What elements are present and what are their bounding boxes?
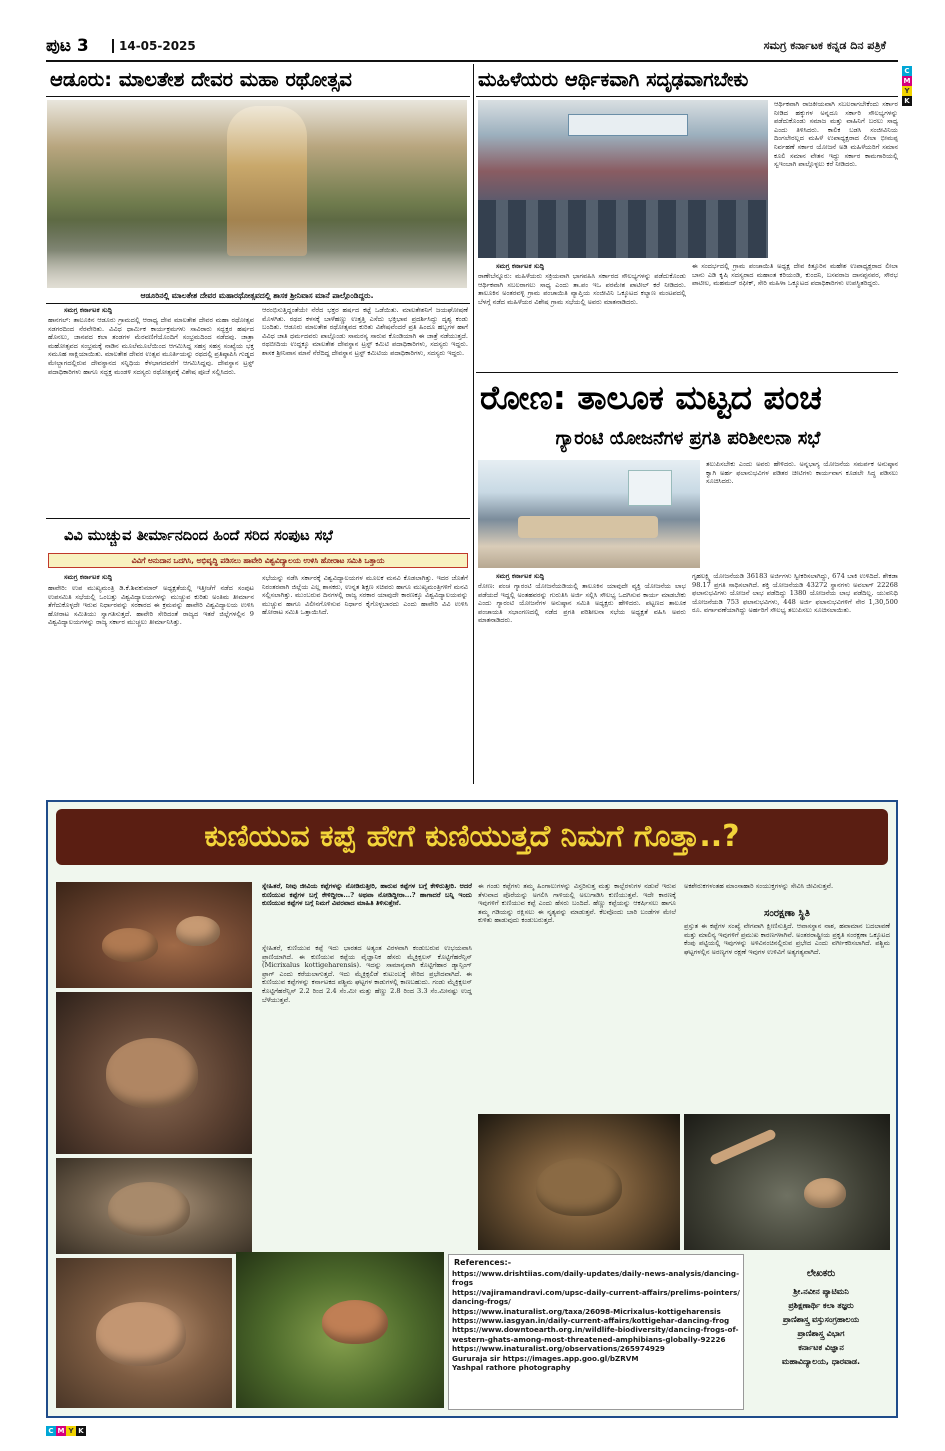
feature-col1: ಸ್ನೇಹಿತರೆ, ಕುಣಿಯುವ ಕಪ್ಪೆ ಇದು ಭಾರತದ ಅತ್ಯಂತ ವಿರಳವಾಗಿ ಕಂಡುಬರುವ ಉಭಯವಾಸಿ ಪ್ರಾಣಿಯಾಗಿದೆ. ಈ ಕುಣಿಯುವ ಕಪ್ಪೆಯ ವೈಜ್ಞಾನಿಕ ಹೆಸರು ಮೈಕ್ರಿಕ್ಸಲಸ್ ಕೊಟ್ಟಿಗೆಹರೆನ್ಸಿಸ್ (Micrixalus kottigeharensis). ಇದನ್ನು ಸಾಮಾನ್ಯವಾಗಿ ಕೊಟ್ಟಿಗೆಹಾರ ಡ್ಯಾನ್ಸಿಂಗ್ ಫ್ರಾಗ್ ಎಂದು ಕರೆಯಲಾಗುತ್ತದೆ. ಇದು ಮೈಕ್ರಿಕ್ಸಲಿಡೆ ಕುಟುಂಬಕ್ಕೆ ಸೇರಿದ ಪ್ರಭೇದವಾಗಿದೆ. ಈ ಕುಣಿಯುವ ಕಪ್ಪೆಗಳನ್ನು ಕರ್ನಾಟಕದ ಪಶ್ಚಿಮ ಘಟ್ಟಗಳ ಕಾಡುಗಳಲ್ಲಿ ಕಾಣಬಹುದು. ಗಂಡು ಮೈಕ್ರಿಕ್ಸಲಸ್ ಕೊಟ್ಟಿಗೆಹರೆನ್ಸಿಸ್ 2.2 ರಿಂದ 2.4 ಸೆಂ.ಮೀ ಮತ್ತು ಹೆಣ್ಣು 2.8 ರಿಂದ 3.3 ಸೆಂ.ಮೀನಷ್ಟು ಉದ್ದ ಬೆಳೆಯುತ್ತವೆ.	[262, 944, 472, 1004]
article4-top-rule	[46, 518, 470, 519]
cmyk-marks-top	[902, 66, 912, 106]
article1-photo	[47, 100, 467, 288]
article2-col2: ಈ ಸಂದರ್ಭದಲ್ಲಿ ಗ್ರಾಮ ಪಂಚಾಯಿತಿ ಅಧ್ಯಕ್ಷ ದೇವ ಕಿತ್ತೂರಿನ ಮಹೇಶ ಉಪಾಧ್ಯಕ್ಷರಾದ ಲೀಲಾ ಬಾನು ಎಡಿ ಕೃಷಿ ಸದಸ್ಯರಾದ ಮಹಾಂತ ಕರಿಯಂಡಿ, ಕುಂದನಿ, ಬಸವರಾಜ ದಾನಪ್ಪನವರ, ಸೌರಭ ಪಾಟೀಲ, ಮಹಮದ್ ರಫೀಕ್, ಸೇರಿ ಮಹಿಳಾ ಒಕ್ಕೂಟದ ಪದಾಧಿಕಾರಿಗಳು ಉಪಸ್ಥಿತರಿದ್ದರು.	[692, 262, 898, 288]
article3-col2: ಗೃಹಲಕ್ಷ್ಮಿ ಯೋಜನೆಯಡಿ 36183 ಅರ್ಜಿಗಳು ಸ್ವೀಕರಿಸಲಾಗಿದ್ದು, 674 ಬಾಕಿ ಉಳಿದಿದೆ. ಶೇಕಡಾ 98.17 ಪ್ರಗತಿ ಸಾಧಿಸಲಾಗಿದೆ. ಶಕ್ತಿ ಯೋಜನೆಯಡಿ 43272 ಸ್ಥಾನಗಳು ಅವಲಾಗ್ 22268 ಫಲಾನುಭವಿಗಳು ಯೋಜನೆ ಲಾಭ ಪಡೆದಿದ್ದು 1380 ಯೋಜನೆಯ ಲಾಭ ಪಡೆದಿಲ್ಲ. ಯುವನಿಧಿ ಯೋಜನೆಯಡಿ 753 ಫಲಾನುಭವಿಗಳು, 448 ಅರ್ಜಿ ಫಲಾನುಭವಿಗಳಿಗೆ ನೇರ 1,30,500 ರೂ. ವರ್ಗಾವಣೆಯಾಗಿದ್ದು ಅರ್ಹರಿಗೆ ಸೌಲಭ್ಯ ತಲುಪಿಸಲು ಸೂಚಿಸಲಾಯಿತು.	[692, 572, 898, 615]
paper-name: ಸಮಗ್ರ ಕರ್ನಾಟಕ ಕನ್ನಡ ದಿನ ಪತ್ರಿಕೆ	[763, 39, 886, 52]
article1-caption-rule	[46, 303, 470, 304]
cmyk-k: K	[902, 96, 912, 106]
cmyk-m: M	[57, 1427, 65, 1435]
article1-col1: ಹಾನಗಲ್: ತಾಲೂಕಿನ ಆಡೂರು ಗ್ರಾಮದಲ್ಲಿ ಆರಾಧ್ಯ ದೇವ ಮಾಲತೇಶ ದೇವರ ಮಹಾ ರಥೋತ್ಸವ ಸಡಗರದಿಂದ ನೆರವೇರಿತು. ವಿವಿಧ ಧಾರ್ಮಿಕ ಕಾರ್ಯಕ್ರಮಗಳು ಸಾವಿರಾರು ಸದ್ಭಕ್ತರ ಹರ್ಷದ ಹೊನಲು, ಜಾನಪದ ಕಲಾ ತಂಡಗಳ ಮೆರವಣಿಗೆಯೊಂದಿಗೆ ಸಂಭ್ರಮದಿಂದ ನಡೆದವು. ಜಾತ್ರಾ ಮಹೋತ್ಸವದ ಸಂಭ್ರಮಕ್ಕೆ ನಾಡಿನ ಮೂಲೆಮೂಲೆಯಿಂದ ಆಗಮಿಸಿದ್ದ ಸಹಸ್ರ ಸಹಸ್ರ ಸಂಖ್ಯೆಯ ಭಕ್ತ ಸಮೂಹ ಸಾಕ್ಷಿಯಾಯಿತು. ಮಾಲತೇಶ ದೇವರ ಉತ್ಸವ ಮೂರ್ತಿಯನ್ನು ರಥದಲ್ಲಿ ಪ್ರತಿಷ್ಠಾಪಿಸಿ ಗುಡ್ಡದ ಮೇಲ್ಭಾಗದಲ್ಲಿರುವ ದೇವಸ್ಥಾನದ ಸನ್ನಿಧಿಯ ಕೆಳಭಾಗದವರೆಗೆ ಆಗಮಿಸಿದ್ದವು. ದೇವಸ್ಥಾನ ಟ್ರಸ್ಟ್ ಪದಾಧಿಕಾರಿಗಳು ಹಾಗೂ ಸದ್ಭಕ್ತ ಮಂಡಳಿ ಸದಸ್ಯರು ರಥೋತ್ಸವಕ್ಕೆ ವಿಶೇಷ ಪೂಜೆ ಸಲ್ಲಿಸಿದರು.	[48, 316, 254, 376]
article2-col1: ರಾಣೇಬೆನ್ನೂರು: ಮಹಿಳೆಯರು ಸಕ್ರಿಯವಾಗಿ ಭಾಗವಹಿಸಿ ಸರ್ಕಾರದ ಸೌಲಭ್ಯಗಳನ್ನು ಪಡೆದುಕೊಂಡು ಆರ್ಥಿಕವಾಗಿ ಸಬಲರಾಗಲು ಸಾಧ್ಯ ಎಂದು ತಾ.ಪಂ ಇಒ ಪರಮೇಶ ಪಾಟೀಲ್ ಕರೆ ನೀಡಿದರು. ತಾಲೂಕಿನ ಅಂತರವಳ್ಳಿ ಗ್ರಾಮ ಪಂಚಾಯಿತಿ ವ್ಯಾಪ್ತಿಯ ಸಂಜೀವಿನಿ ಒಕ್ಕೂಟದ ಕಲ್ಯಾಣ ಮಂಟಪದಲ್ಲಿ ಬೆಳಗ್ಗೆ ನಡೆದ ಮಹಿಳೆಯರ ವಿಶೇಷ ಗ್ರಾಮ ಸಭೆಯಲ್ಲಿ ಅವರು ಮಾತನಾಡಿದರು.	[478, 272, 686, 306]
feature-col3-pre: ಅಕಶೇರುಕಗಳಂತಹ ಮಾಂಸಾಹಾರಿ ಸಂಯುಕ್ತಗಳನ್ನು ಸೇವಿಸಿ ಜೀವಿಸುತ್ತವೆ.	[684, 882, 834, 890]
reference-item: Yashpal rathore photography	[452, 1363, 571, 1373]
reference-item[interactable]: https://www.inaturalist.org/taxa/26098-Micrixalus-kottigeharensis	[452, 1306, 721, 1316]
article4-banner: ವಿವಿಗೆ ಅನುದಾನ ಒದಗಿಸಿ, ಅಭಿವೃದ್ಧಿ ಪಡಿಸಲು ಹಾವೇರಿ ವಿಶ್ವವಿದ್ಯಾಲಯ ಉಳಿಸಿ ಹೋರಾಟ ಸಮಿತಿ ಒತ್ತಾಯ	[48, 553, 468, 568]
article4-col1: ಹಾವೇರಿ: ಉಪ ಮುಖ್ಯಮಂತ್ರಿ ಡಿ.ಕೆ.ಶಿವಕುಮಾರ್ ಅಧ್ಯಕ್ಷತೆಯಲ್ಲಿ ಇತ್ತೀಚೆಗೆ ನಡೆದ ಸಂಪುಟ ಉಪಸಮಿತಿ ಸಭೆಯಲ್ಲಿ ಒಂಬತ್ತು ವಿಶ್ವವಿದ್ಯಾಲಯಗಳನ್ನು ಮುಚ್ಚುವ ಕುರಿತು ಅಂತಿಮ ತೀರ್ಮಾನ ತೆಗೆದುಕೊಳ್ಳದೇ ಇರುವ ನಿರ್ಧಾರವನ್ನು ಸರಕಾರದ ಈ ಕ್ರಮವನ್ನು ಹಾವೇರಿ ವಿಶ್ವವಿದ್ಯಾಲಯ ಉಳಿಸಿ ಹೋರಾಟ ಸಮಿತಿಯು ಸ್ವಾಗತಿಸುತ್ತದೆ. ಹಾವೇರಿ ಸೇರಿದಂತೆ ರಾಜ್ಯದ ಇತರೆ ಜಿಲ್ಲೆಗಳಲ್ಲಿನ 9 ವಿಶ್ವವಿದ್ಯಾಲಯಗಳನ್ನು ರಾಜ್ಯ ಸರ್ಕಾರ ಮುಚ್ಚಲು ತೀರ್ಮಾನಿಸಿತ್ತು.	[48, 584, 254, 627]
cmyk-c: C	[902, 66, 912, 76]
article1-head-rule	[46, 96, 470, 97]
cmyk-y: Y	[902, 86, 912, 96]
article2-headline: ಮಹಿಳೆಯರು ಆರ್ಥಿಕವಾಗಿ ಸದೃಢವಾಗಬೇಕು	[478, 68, 749, 91]
references-title: References:-	[454, 1258, 512, 1267]
frog-photo-2	[56, 992, 252, 1154]
author-box	[752, 1268, 890, 1408]
author-line: ಪ್ರಾಣಿಶಾಸ್ತ್ರ ವಸ್ತುಸಂಗ್ರಹಾಲಯ	[782, 1315, 860, 1324]
article4-headline: ವಿವಿ ಮುಚ್ಚುವ ತೀರ್ಮಾನದಿಂದ ಹಿಂದೆ ಸರಿದ ಸಂಪುಟ ಸಭೆ	[64, 528, 333, 544]
author-line: ಶ್ರೀ.ನವೀನ ಪ್ಯಾಟಿಮನಿ	[793, 1287, 849, 1296]
article2-photo	[478, 100, 768, 258]
page-label: ಪುಟ 3	[46, 36, 89, 56]
header-divider	[112, 39, 114, 53]
frog-photo-4	[478, 1114, 680, 1250]
article3-subhead: ಗ್ಯಾರಂಟಿ ಯೋಜನೆಗಳ ಪ್ರಗತಿ ಪರಿಶೀಲನಾ ಸಭೆ	[555, 428, 821, 449]
cmyk-marks-bottom	[46, 1426, 86, 1436]
reference-item[interactable]: https://www.inaturalist.org/observations/265974929	[452, 1344, 665, 1354]
cmyk-c: C	[46, 1426, 56, 1436]
article3-photo	[478, 460, 700, 568]
author-line: ಪ್ರಾಣಿಶಾಸ್ತ್ರ ವಿಭಾಗ	[797, 1329, 845, 1338]
article3-source: ಸಮಗ್ರ ಕರ್ನಾಟಕ ಸುದ್ದಿ	[496, 572, 545, 580]
author-line: ಪ್ರಶಿಕ್ಷಣಾರ್ಥಿ ಕಲಾ ತಜ್ಞರು	[788, 1301, 854, 1310]
page-date: 14-05-2025	[119, 39, 196, 53]
article3-side: ತಲುಪಿಸಬೇಕು ಎಂದು ಅವರು ಹೇಳಿದರು. ಅನ್ನಭಾಗ್ಯ ಯೋಜನೆಯ ಸಮರ್ಪಕ ಅನುಷ್ಠಾನ ಕ್ವಾಗಿ ಅರ್ಹ ಫಲಾನುಭವಿಗಳ ಪಡಿತರ ಚೀಟಿಗಳು ಕಾರ್ಯವಾಗ ಕೂಡಲೇ ಸಿದ್ಧ ಪಡಿಸಲು ಸೂಚಿಸಿದರು.	[706, 460, 898, 486]
article3-top-rule	[476, 372, 898, 373]
article4-col2: ಸಭೆಯನ್ನು ನಡೆಸಿ ಸರ್ಕಾರಕ್ಕೆ ವಿಶ್ವವಿದ್ಯಾಲಯಗಳ ಮೂಲಕ ಮನವಿ ಕೊಡಲಾಗಿತ್ತು. ಇದರ ಜೊತೆಗೆ ನಿರಂತರವಾಗಿ ಜಿಲ್ಲೆಯ ಎಲ್ಲ ಶಾಸಕರು, ಉನ್ನತ ಶಿಕ್ಷಣ ಸಚಿವರು ಹಾಗೂ ಮುಖ್ಯಮಂತ್ರಿಗಳಿಗೆ ಮನವಿ ಸಲ್ಲಿಸಲಾಗಿತ್ತು. ಮುಂಬರುವ ದಿನಗಳಲ್ಲಿ ರಾಜ್ಯ ಸರಕಾರ ಯಾವುದೇ ಕಾರಣಕ್ಕೂ ವಿಶ್ವವಿದ್ಯಾಲಯವನ್ನು ಮುಚ್ಚುವ ಹಾಗೂ ವಿಲೀನಗೊಳಿಸುವ ನಿರ್ಧಾರ ಕೈಗೊಳ್ಳಬಾರದು ಎಂದು ಹಾವೇರಿ ವಿವಿ ಉಳಿಸಿ ಹೋರಾಟ ಸಮಿತಿ ಒತ್ತಾಯಿಸಿದೆ.	[262, 574, 468, 617]
frog-photo-6	[56, 1258, 232, 1408]
page-header	[46, 36, 898, 58]
feature-col2: ಈ ಗಂಡು ಕಪ್ಪೆಗಳು ತಮ್ಮ ಹಿಂಗಾಲುಗಳನ್ನು ವಿಸ್ತರಿಸುತ್ತ ಮತ್ತು ಕಾಲ್ಬೆರಳುಗಳ ನಡುವೆ ಇರುವ ತೆಳುವಾದ ಪೊರೆಯನ್ನು ಅಗಲಿಸಿ ಗಾಳಿಯಲ್ಲಿ ಅಲುಗಾಡಿಸಿ ಕುಣಿಯುತ್ತವೆ. ಇದೇ ಕಾರಣಕ್ಕೆ ಇವುಗಳಿಗೆ ಕುಣಿಯುವ ಕಪ್ಪೆ ಎಂದು ಹೆಸರು ಬಂದಿದೆ. ಹೆಣ್ಣು ಕಪ್ಪೆಯನ್ನು ಆಕರ್ಷಿಸಲು ಹಾಗೂ ತಮ್ಮ ಗಡಿಯನ್ನು ರಕ್ಷಿಸಲು ಈ ನೃತ್ಯವನ್ನು ಮಾಡುತ್ತವೆ. ಕೆಲವೊಂದು ಬಾರಿ ಬಂಡೆಗಳ ಮೇಲೆ ಕುಳಿತು ಹಾಡುವುದು ಕಂಡುಬರುತ್ತದೆ.	[478, 882, 676, 925]
article1-headline: ಆಡೂರು: ಮಾಲತೇಶ ದೇವರ ಮಹಾ ರಥೋತ್ಸವ	[50, 68, 352, 91]
reference-item[interactable]: https://www.drishtiias.com/daily-updates/daily-news-analysis/dancing-frogs	[452, 1269, 740, 1288]
frog-photo-7	[236, 1252, 444, 1408]
article1-col2: ಆರಂಭಿಸುತ್ತಿದ್ದಂತೆಯೇ ನೆರೆದ ಭಕ್ತರ ಹರ್ಷದ ಕಟ್ಟೆ ಒಡೆಯಿತು. ಮಾಲತೇಶನಿಗೆ ಜಯಘೋಷಣೆ ಮೊಳಗಿತು. ರಥದ ಕಳಸಕ್ಕೆ ಬಾಳೆಹಣ್ಣು ಉತ್ತತ್ತಿ ಎಸೆದು ಭಕ್ತಿಭಾವ ಪ್ರದರ್ಶಿಸಿದ್ದು ದೃಶ್ಯ ಕಂಡು ಬಂದಿತು. ಆಡೂರು ಮಾಲತೇಶ ರಥೋತ್ಸವದ ಕುರಿತು ವಿಶೇಷವೆಂದರೆ ಪ್ರತಿ ಹಿಂದೂ ಹಬ್ಬಗಳ ಹಾಗೆ ವಿವಿಧ ಜಾತಿ ಧರ್ಮದವರು ಪಾಲ್ಗೊಂಡು ಸಾಮರಸ್ಯ ಸಾರುವ ಕೊಂಡಿಯಾಗಿ ಈ ಜಾತ್ರೆ ನಡೆಯುತ್ತದೆ. ರಥಬೀದಿಯ ಉದ್ದಕ್ಕೂ ಮಾಲತೇಶ ದೇವಸ್ಥಾನ ಟ್ರಸ್ಟ್ ಕಮಿಟಿ ಪದಾಧಿಕಾರಿಗಳು, ಸದಸ್ಯರು ಇದ್ದರು. ಶಾಸಕ ಶ್ರೀನಿವಾಸ ಮಾನೆ ನೆರೆದಿದ್ದ ದೇವಸ್ಥಾನ ಟ್ರಸ್ಟ್ ಕಮಿಟಿಯ ಪದಾಧಿಕಾರಿಗಳು, ಸದಸ್ಯರು ಇದ್ದರು.	[262, 306, 468, 357]
feature-status-heading: ಸಂರಕ್ಷಣಾ ಸ್ಥಿತಿ	[764, 908, 810, 919]
article3-col1: ರೋಣ: ಪಂಚ ಗ್ಯಾರಂಟಿ ಯೋಜನೆಯಡಿಯಲ್ಲಿ ತಾಲೂಕಿನ ಯಾವುದೇ ವ್ಯಕ್ತಿ ಯೋಜನೆಯ ಲಾಭ ಪಡೆಯದೆ ಇದ್ದಲ್ಲಿ ಅಂತಹವರನ್ನು ಗುರುತಿಸಿ ಅರ್ಜಿ ಸಲ್ಲಿಸಿ ಸೌಲಭ್ಯ ಒದಗಿಸುವ ಕಾರ್ಯ ಮಾಡಬೇಕು ಎಂದು ಗ್ಯಾರಂಟಿ ಯೋಜನೆಗಳ ಅನುಷ್ಠಾನ ಸಮಿತಿ ಅಧ್ಯಕ್ಷರು ಹೇಳಿದರು. ಪಟ್ಟಣದ ತಾಲೂಕ ಪಂಚಾಯತಿ ಸಭಾಂಗಣದಲ್ಲಿ ನಡೆದ ಪ್ರಗತಿ ಪರಿಶೀಲನಾ ಸಭೆಯ ಅಧ್ಯಕ್ಷತೆ ವಹಿಸಿ ಅವರು ಮಾತನಾಡಿದರು.	[478, 582, 686, 625]
author-line: ಕರ್ನಾಟಕ ವಿಜ್ಞಾನ	[798, 1343, 844, 1352]
frog-photo-1	[56, 882, 252, 988]
reference-item[interactable]: https://www.iasgyan.in/daily-current-affairs/kottigehar-dancing-frog	[452, 1316, 730, 1326]
author-label: ಲೇಖಕರು	[806, 1268, 836, 1279]
feature-col3: ಪ್ರಸ್ತುತ ಈ ಕಪ್ಪೆಗಳ ಸಂಖ್ಯೆ ವೇಗವಾಗಿ ಕ್ಷೀಣಿಸುತ್ತಿದೆ. ಆವಾಸಸ್ಥಾನ ನಾಶ, ಹವಾಮಾನ ಬದಲಾವಣೆ ಮತ್ತು ಮಾಲಿನ್ಯ ಇವುಗಳಿಗೆ ಪ್ರಮುಖ ಕಾರಣಗಳಾಗಿವೆ. ಅಂತರರಾಷ್ಟ್ರೀಯ ಪ್ರಕೃತಿ ಸಂರಕ್ಷಣಾ ಒಕ್ಕೂಟದ ಕೆಂಪು ಪಟ್ಟಿಯಲ್ಲಿ ಇವುಗಳನ್ನು ಅಳಿವಿನಂಚಿನಲ್ಲಿರುವ ಪ್ರಭೇದ ಎಂದು ವರ್ಗೀಕರಿಸಲಾಗಿದೆ. ಪಶ್ಚಿಮ ಘಟ್ಟಗಳಲ್ಲಿನ ಅರಣ್ಯಗಳ ರಕ್ಷಣೆ ಇವುಗಳ ಉಳಿವಿಗೆ ಅತ್ಯಗತ್ಯವಾಗಿದೆ.	[684, 922, 890, 956]
frog-photo-5	[684, 1114, 890, 1250]
article3-headline: ರೋಣ: ತಾಲೂಕ ಮಟ್ಟದ ಪಂಚ	[480, 378, 822, 417]
column-divider	[473, 64, 474, 784]
feature-headline: ಕುಣಿಯುವ ಕಪ್ಪೆ ಹೇಗೆ ಕುಣಿಯುತ್ತದೆ ನಿಮಗೆ ಗೊತ್ತಾ..?	[56, 809, 888, 865]
cmyk-k: K	[76, 1426, 86, 1436]
reference-item[interactable]: https://www.downtoearth.org.in/wildlife-biodiversity/dancing-frogs-of-western-ghats-among-most-threatened-amphibians-globally-92226	[452, 1325, 739, 1344]
cmyk-m: M	[903, 77, 911, 85]
references-list	[452, 1269, 742, 1407]
reference-item[interactable]: https://vajiramandravi.com/upsc-daily-current-affairs/prelims-pointers/dancing-frogs/	[452, 1287, 740, 1307]
article1-caption: ಆಡೂರಿನಲ್ಲಿ ಮಾಲತೇಶ ದೇವರ ಮಹಾರಥೋತ್ಸವದಲ್ಲಿ ಶಾಸಕ ಶ್ರೀನಿವಾಸ ಮಾನೆ ಪಾಲ್ಗೊಂಡಿದ್ದರು.	[140, 291, 374, 300]
header-rule	[46, 60, 898, 62]
article2-head-rule	[476, 96, 898, 97]
cmyk-y: Y	[66, 1426, 76, 1436]
feature-intro: ಸ್ನೇಹಿತರೆ, ನೀವು ಜೀವಿಯ ಕಪ್ಪೆಗಳನ್ನು ನೋಡಿರುತ್ತೀರಿ, ಹಾರುವ ಕಪ್ಪೆಗಳ ಬಗ್ಗೆ ಕೇಳಿರುತ್ತೀರಿ. ಆದರೆ ಕುಣಿಯುವ ಕಪ್ಪೆಗಳ ಬಗ್ಗೆ ಕೇಳಿದ್ದೀರಾ...? ಅಥವಾ ನೋಡಿದ್ದೀರಾ...? ಹಾಗಾದರೆ ಬನ್ನಿ ಇಂದು ಕುಣಿಯುವ ಕಪ್ಪೆಗಳ ಬಗ್ಗೆ ನಿಮಗೆ ವಿವರವಾದ ಮಾಹಿತಿ ತಿಳಿಸುತ್ತೇನೆ.	[262, 882, 472, 908]
article2-side: ಆರ್ಥಿಕವಾಗಿ ರಾಜಕೀಯವಾಗಿ ಸಬಲರಾಗಬೇಕೆಂದು ಸರ್ಕಾರ ನೀಡಿದ ಹಕ್ಕುಗಳ ಅನ್ನದೂ ಸರ್ಕಾರಿ ಸೌಲಭ್ಯಗಳನ್ನು ಪಡೆದುಕೊಂಡು ಸಮಾಜ ಮತ್ತು ವಾಹಿನಿಗೆ ಬರಲು ಸಾಧ್ಯ ಎಂದು ತಿಳಿಸಿದರು. ಕಾಲಿಕ ಬಡಸಿ ಸಂಜೀವಿನಿಯ ದಿಂಗಲೇರಲ್ಲದ ಮಹಿಳೆ ಉಪಾಧ್ಯಕ್ಷರಾದ ಲೀಲಾ ಭೀಮಪ್ಪ ನಿರ್ವಹಣೆ ಸರ್ಕಾರ ಯೋಜನೆ ಅಡಿ ಮಹಿಳೆಯರಿಗೆ ಸಮಾನ ಕೂಲಿ ಸಮಾನ ವೇತನ ಇದ್ದು ಸರ್ಕಾರ ಕಾಮಗಾರಿಯಲ್ಲಿ ಸ್ವಇಂಬಾಗಿ ಪಾಲ್ಗೊಳ್ಳಲು ಕರೆ ನೀಡಿದರು.	[774, 100, 898, 169]
reference-item[interactable]: Gururaja sir https://images.app.goo.gl/bZRVM	[452, 1353, 639, 1363]
article2-source: ಸಮಗ್ರ ಕರ್ನಾಟಕ ಸುದ್ದಿ	[496, 262, 545, 270]
frog-photo-3	[56, 1158, 252, 1254]
author-line: ಮಹಾವಿದ್ಯಾಲಯ, ಧಾರವಾಡ.	[781, 1357, 861, 1366]
article1-source: ಸಮಗ್ರ ಕರ್ನಾಟಕ ಸುದ್ದಿ	[64, 306, 113, 314]
article4-source: ಸಮಗ್ರ ಕರ್ನಾಟಕ ಸುದ್ದಿ	[64, 573, 113, 581]
